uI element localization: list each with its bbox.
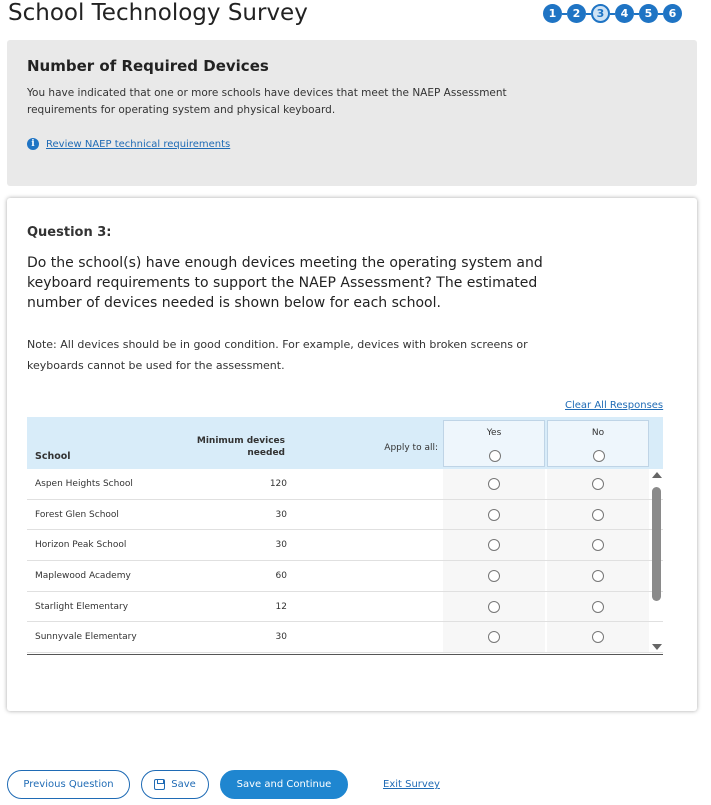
step-3-current[interactable]: 3 <box>591 4 610 23</box>
no-radio[interactable] <box>592 478 604 490</box>
save-icon <box>154 779 165 790</box>
school-name: Sunnyvale Elementary <box>35 632 137 643</box>
save-button-label: Save <box>171 779 196 790</box>
save-button[interactable] <box>141 770 209 799</box>
no-radio[interactable] <box>592 509 604 521</box>
school-name: Maplewood Academy <box>35 571 131 582</box>
save-and-continue-button[interactable]: Save and Continue <box>220 770 348 799</box>
min-devices-value: 30 <box>275 632 287 643</box>
yes-cell <box>443 561 545 591</box>
info-panel <box>7 40 697 186</box>
step-1[interactable]: 1 <box>543 4 562 23</box>
no-cell <box>547 500 649 530</box>
yes-cell <box>443 592 545 622</box>
school-name: Starlight Elementary <box>35 601 129 612</box>
devices-table <box>27 417 663 655</box>
no-cell <box>547 561 649 591</box>
yes-radio[interactable] <box>488 601 500 613</box>
school-name: Forest Glen School <box>35 509 119 520</box>
info-icon: i <box>27 138 39 150</box>
requirements-link-row <box>27 138 230 150</box>
scroll-up-arrow-icon[interactable] <box>652 472 662 478</box>
footer-actions <box>7 770 697 800</box>
scroll-thumb[interactable] <box>652 487 661 601</box>
question-text: Do the school(s) have enough devices meeting the operating system and keyboard requirements to support the NAEP Assessment? The estimated number of devices needed is shown below for each school. <box>27 255 543 311</box>
min-devices-value: 30 <box>275 540 287 551</box>
table-header <box>27 417 663 469</box>
min-devices-value: 12 <box>275 601 287 612</box>
step-5[interactable]: 5 <box>639 4 658 23</box>
no-label: No <box>591 428 605 438</box>
no-cell <box>547 592 649 622</box>
step-4[interactable]: 4 <box>615 4 634 23</box>
progress-steps <box>543 4 682 23</box>
no-cell <box>547 530 649 560</box>
no-radio[interactable] <box>592 601 604 613</box>
table-row <box>27 561 663 592</box>
table-row <box>27 469 663 500</box>
question-card <box>7 198 697 711</box>
info-text: You have indicated that one or more schools have devices that meet the NAEP Assessment requirements for operating system and physical keyboard. <box>27 87 507 116</box>
school-name: Aspen Heights School <box>35 479 133 489</box>
review-requirements-link[interactable]: Review NAEP technical requirements <box>46 138 231 150</box>
yes-radio[interactable] <box>488 631 500 643</box>
yes-radio[interactable] <box>488 539 500 551</box>
apply-all-no-radio[interactable] <box>593 450 605 462</box>
no-cell <box>547 469 649 499</box>
page-title: School Technology Survey <box>8 0 308 26</box>
yes-label: Yes <box>486 428 502 438</box>
table-body[interactable] <box>27 469 663 655</box>
yes-cell <box>443 622 545 652</box>
scroll-down-arrow-icon[interactable] <box>652 644 662 650</box>
no-radio[interactable] <box>592 539 604 551</box>
table-scrollbar[interactable] <box>649 469 663 655</box>
question-note: Note: All devices should be in good condition. For example, devices with broken screens or keyboards cannot be used for the assessment. <box>27 338 528 372</box>
yes-cell <box>443 500 545 530</box>
step-2[interactable]: 2 <box>567 4 586 23</box>
question-label: Question 3: <box>27 225 112 240</box>
info-title: Number of Required Devices <box>27 57 269 75</box>
clear-all-responses-link[interactable]: Clear All Responses <box>565 400 664 411</box>
table-row <box>27 622 663 653</box>
no-cell <box>547 622 649 652</box>
yes-cell <box>443 469 545 499</box>
column-header-no <box>547 420 649 467</box>
yes-cell <box>443 530 545 560</box>
yes-radio[interactable] <box>488 509 500 521</box>
column-header-min-devices: Minimum devices needed <box>196 436 285 458</box>
yes-radio[interactable] <box>488 570 500 582</box>
school-name: Horizon Peak School <box>35 540 127 551</box>
apply-all-yes-radio[interactable] <box>489 450 501 462</box>
yes-radio[interactable] <box>488 478 500 490</box>
column-header-school: School <box>35 451 71 462</box>
min-devices-value: 60 <box>275 571 287 582</box>
apply-to-all-label: Apply to all: <box>384 443 438 453</box>
previous-question-button[interactable]: Previous Question <box>7 770 130 799</box>
min-devices-value: 30 <box>275 509 287 520</box>
exit-survey-link[interactable]: Exit Survey <box>383 779 440 790</box>
step-6[interactable]: 6 <box>663 4 682 23</box>
table-row <box>27 530 663 561</box>
table-row <box>27 500 663 531</box>
table-row <box>27 592 663 623</box>
column-header-yes <box>443 420 545 467</box>
no-radio[interactable] <box>592 631 604 643</box>
min-devices-value: 120 <box>269 479 287 489</box>
no-radio[interactable] <box>592 570 604 582</box>
